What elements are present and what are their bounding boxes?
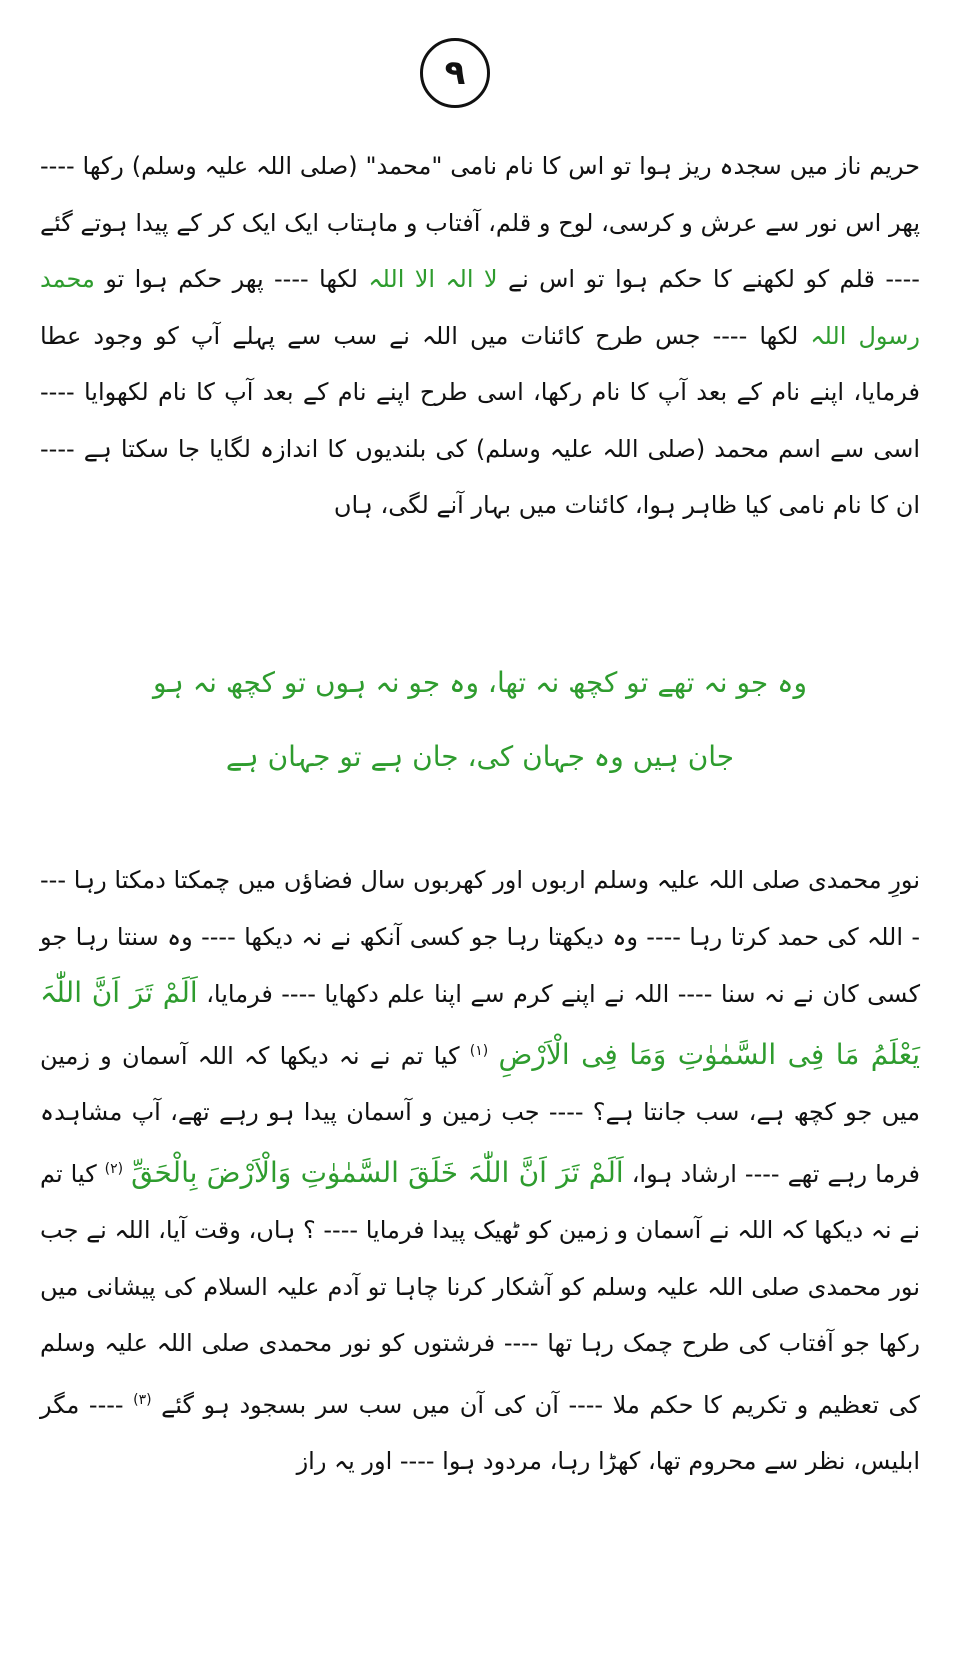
- footnote-marker-2: (۲): [104, 1160, 124, 1177]
- paragraph-1: [40, 138, 920, 534]
- kalima-muhammad-rasool: محمد رسول اللہ: [40, 265, 920, 350]
- paragraph-2-text-c: کیا تم نے نہ دیکھا کہ اللہ نے آسمان و زمین کو ٹھیک پیدا فرمایا ---- ؟ ہاں، وقت آیا، اللہ نے جب نور محمدی صلی اللہ علیہ وسلم کو آشکار کرنا چاہا تو آدم علیہ السلام کی پیشانی میں رکھا جو آفتاب کی طرح چمک رہا تھا ---- فرشتوں کو نور محمدی صلی اللہ علیہ وسلم کی تعظیم و تکریم کا حکم ملا ---- آن کی آن میں سب سر بسجود ہو گئے: [40, 1159, 920, 1419]
- footnote-marker-3: (۳): [133, 1391, 152, 1408]
- kalima-la-ilaha: لا الہ الا اللہ: [368, 265, 498, 293]
- paragraph-1-text-b: لکھا ---- پھر حکم ہوا تو: [105, 265, 358, 293]
- paragraph-2-text-b: کیا تم نے نہ دیکھا کہ اللہ آسمان و زمین میں جو کچھ ہے، سب جانتا ہے؟ ---- جب زمین و آسمان پیدا ہو رہے تھے، آپ مشاہدہ فرما رہے تھے ---- ارشاد ہوا،: [40, 1041, 920, 1188]
- quran-verse-1: اَلَمْ تَرَ اَنَّ اللّٰہَ یَعْلَمُ مَا فِی السَّمٰوٰتِ وَمَا فِی الْاَرْضِ: [40, 976, 920, 1071]
- footnote-marker-1: (۱): [469, 1042, 489, 1059]
- paragraph-2-text-d: ---- مگر ابلیس، نظر سے محروم تھا، کھڑا رہا، مردود ہوا ---- اور یہ راز: [40, 1390, 920, 1475]
- paragraph-2: [40, 852, 920, 1490]
- paragraph-1-text-c: لکھا ---- جس طرح کائنات میں اللہ نے سب سے پہلے آپ کو وجود عطا فرمایا، اپنے نام کے بعد آپ کا نام رکھا، اسی طرح اپنے نام کے بعد آپ کا نام لکھوایا ---- اسی سے اسم محمد (صلی اللہ علیہ وسلم) کی بلندیوں کا اندازہ لگایا جا سکتا ہے ---- ان کا نام نامی کیا ظاہر ہوا، کائنات میں بہار آنے لگی، ہاں: [40, 321, 920, 519]
- paragraph-2-text-a: نورِ محمدی صلی اللہ علیہ وسلم اربوں اور کھربوں سال فضاؤں میں چمکتا دمکتا رہا ---- اللہ کی حمد کرتا رہا ---- وہ دیکھتا رہا جو کسی آنکھ نے نہ دیکھا ---- وہ سنتا رہا جو کسی کان نے نہ سنا ---- اللہ نے اپنے کرم سے اپنا علم دکھایا ---- فرمایا،: [40, 866, 921, 1008]
- quran-verse-2: اَلَمْ تَرَ اَنَّ اللّٰہَ خَلَقَ السَّمٰوٰتِ وَالْاَرْضَ بِالْحَقِّ: [131, 1155, 624, 1189]
- page-number: ۹: [420, 38, 490, 108]
- poem-line-1: وہ جو نہ تھے تو کچھ نہ تھا، وہ جو نہ ہوں تو کچھ نہ ہو: [152, 666, 808, 699]
- poem-line-2: جان ہیں وہ جہان کی، جان ہے تو جہان ہے: [225, 740, 735, 773]
- paragraph-1-text-a: حریم ناز میں سجدہ ریز ہوا تو اس کا نام نامی "محمد" (صلی اللہ علیہ وسلم) رکھا ---- پھر اس نور سے عرش و کرسی، لوح و قلم، آفتاب و ماہتاب ایک ایک کر کے پیدا ہوتے گئے ---- قلم کو لکھنے کا حکم ہوا تو اس نے: [40, 152, 920, 293]
